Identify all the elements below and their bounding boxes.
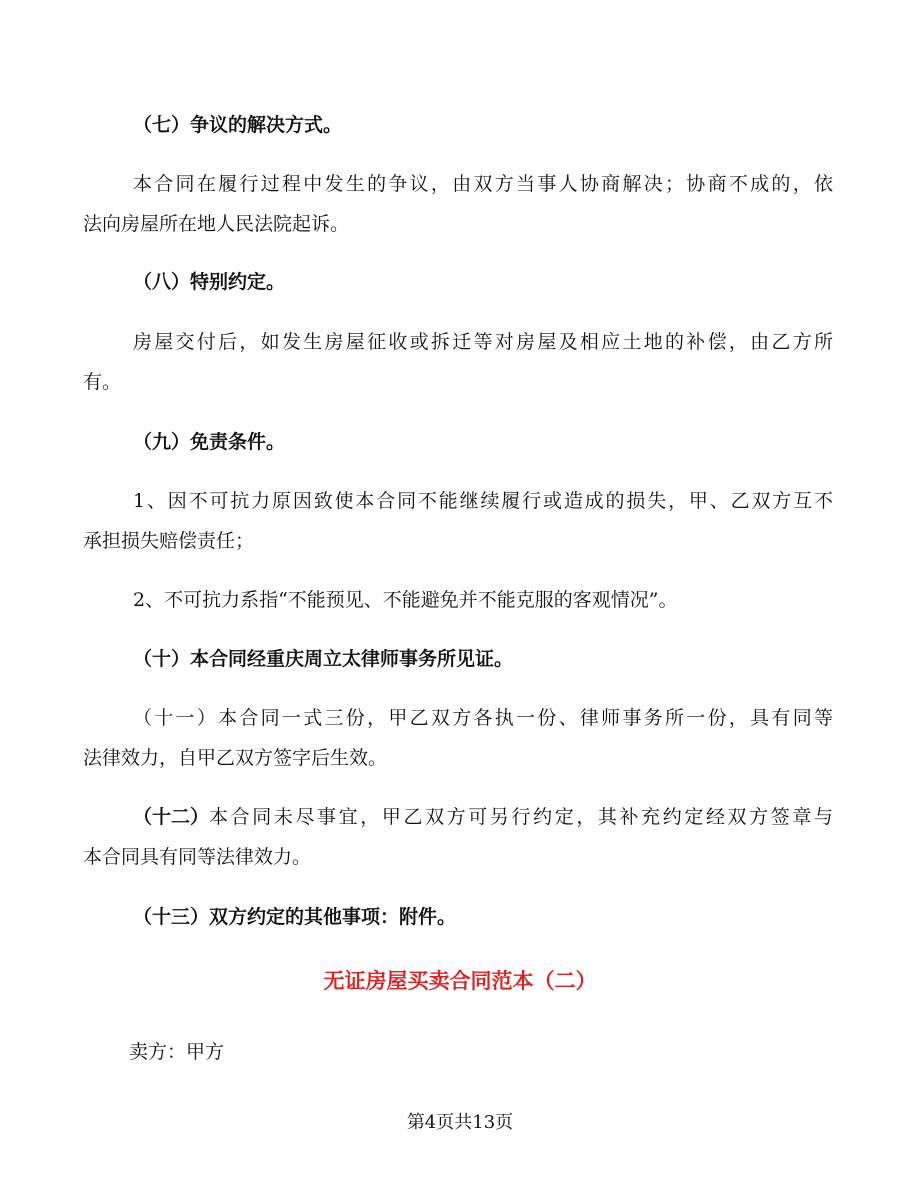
section-9-item-1-line-2: 承担损失赔偿责任； [83,530,255,552]
contract-title: 无证房屋买卖合同范本（二） [323,968,597,993]
section-11-line-2: 法律效力，自甲乙双方签字后生效。 [83,747,388,769]
section-7-body-line-1: 本合同在履行过程中发生的争议，由双方当事人协商解决；协商不成的，依 [133,173,833,195]
section-9-heading: （九）免责条件。 [133,431,286,453]
page-number-footer: 第4页共13页 [406,1112,514,1133]
section-12-line-1 [133,805,833,829]
section-7-heading: （七）争议的解决方式。 [133,114,343,136]
section-12-line-2: 本合同具有同等法律效力。 [83,846,312,868]
section-9-item-2: 2、不可抗力系指“不能预见、不能避免并不能克服的客观情况”。 [133,589,678,611]
section-12-text: 本合同未尽事宜，甲乙双方可另行约定，其补充约定经双方签章与 [209,806,833,828]
section-8-body-line-2: 有。 [83,371,122,393]
section-13-heading: （十三）双方约定的其他事项：附件。 [133,906,457,928]
section-11-line-1: （十一）本合同一式三份，甲乙双方各执一份、律师事务所一份，具有同等 [133,707,833,729]
section-7-body-line-2: 法向房屋所在地人民法院起诉。 [83,213,350,235]
section-8-heading: （八）特别约定。 [133,271,286,293]
section-8-body-line-1: 房屋交付后，如发生房屋征收或拆迁等对房屋及相应土地的补偿，由乙方所 [133,331,833,353]
section-12-label: （十二） [133,806,210,828]
seller-line: 卖方：甲方 [129,1041,225,1063]
section-9-item-1-line-1: 1、因不可抗力原因致使本合同不能继续履行或造成的损失，甲、乙双方互不 [133,490,833,512]
section-10-heading: （十）本合同经重庆周立太律师事务所见证。 [133,648,514,670]
